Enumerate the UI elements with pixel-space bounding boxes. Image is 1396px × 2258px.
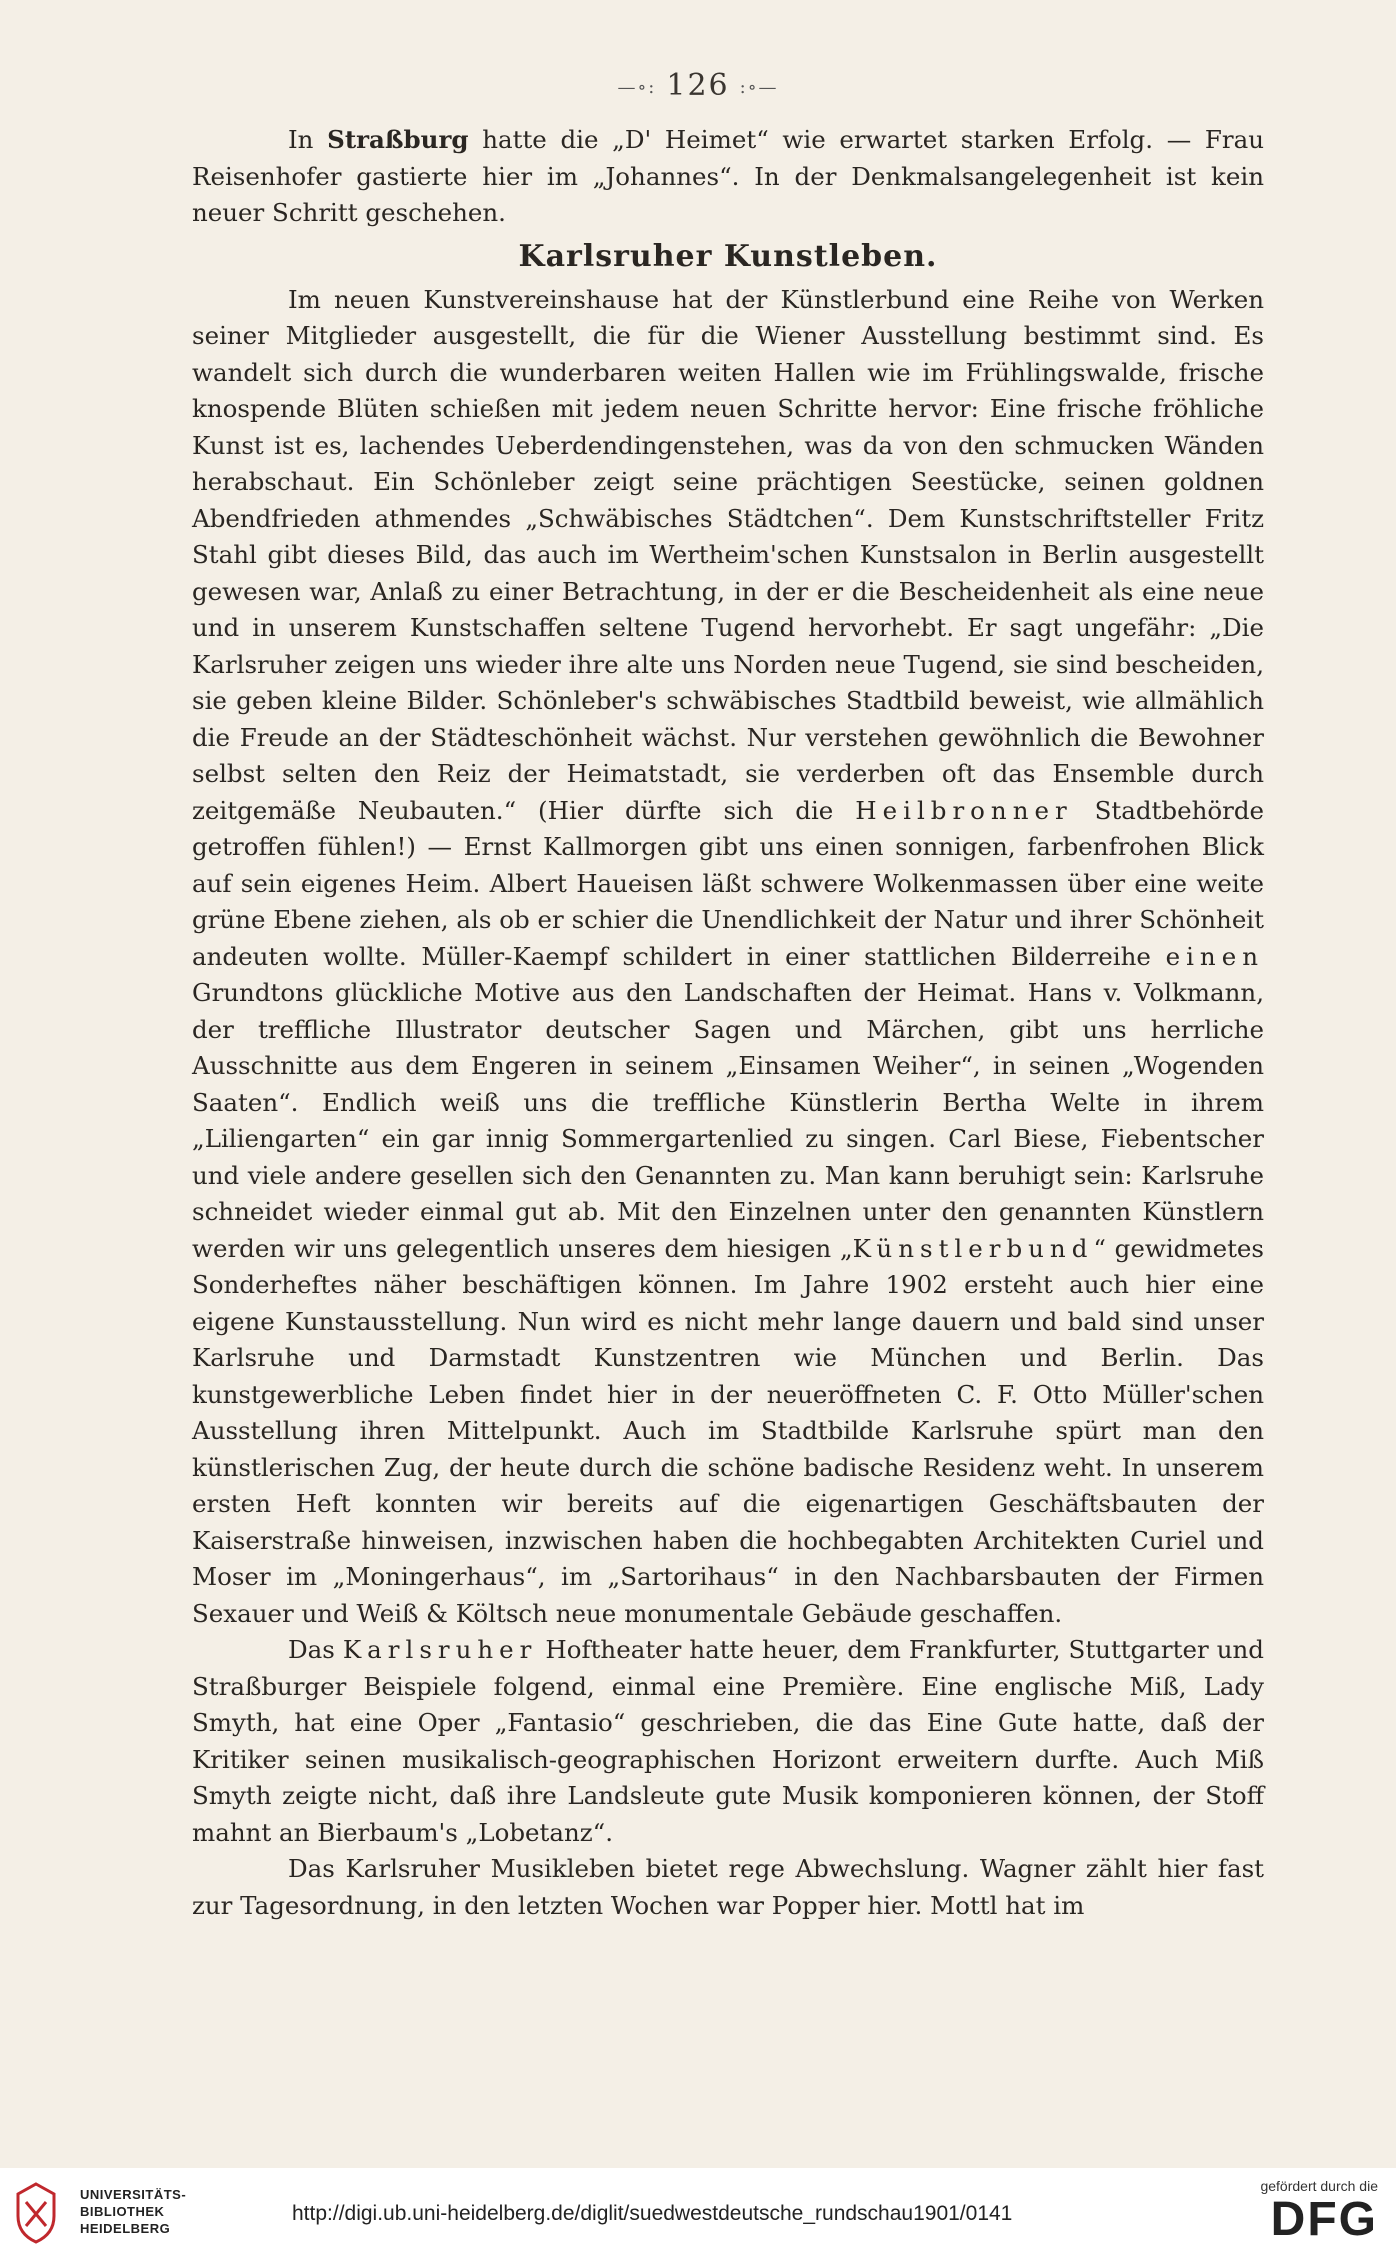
funding-note [1260,2178,1378,2246]
text-run: hatte die „D' Heimet“ wie erwartet starken Erfolg. — Frau Reisenhofer gastierte hier im „Johannes“. In der Denkmalsangelegenheit ist kein neuer Schritt geschehen. [192,125,1264,227]
spaced-word-einen: einen [1165,941,1264,971]
article-body [192,122,1264,1924]
spaced-word-karlsruher: Karlsruher [342,1635,538,1664]
ornament-right: :∘— [739,76,779,98]
ornament-left: —∘: [617,76,657,98]
text-run: Hoftheater hatte heuer, dem Frankfurter, Stuttgarter und Straßburger Beispiele folgend, einmal eine Première. Eine englische Miß, Lady Smyth, hat eine Oper „Fantasio“ geschrieben, die das Eine Gute hatte, daß der Kritiker seinen musikalisch-geographischen Horizont erweitern durfte. Auch Miß Smyth zeigte nicht, daß ihre Landsleute gute Musik komponieren können, der Stoff mahnt an Bierbaum's „Lobetanz“. [192,1635,1264,1847]
section-heading: Karlsruher Kunstleben. [518,238,938,274]
text-run: In [288,125,328,154]
spaced-word-heilbronner: Heilbronner [855,795,1073,825]
funding-label: gefördert durch die [1260,2178,1378,2194]
place-name-strassburg: Straßburg [327,125,469,154]
spaced-word-kuenstlerbund: Künstlerbund [852,1233,1094,1263]
text-run: Das [288,1635,343,1664]
university-seal-icon [14,2182,58,2244]
paragraph-kunstleben [192,282,1264,1633]
paragraph-strassburg [192,122,1264,232]
text-run: Grundtons glückliche Motive aus den Landschaften der Heimat. Hans v. Volkmann, der treffliche Illustrator deutscher Sagen und Märchen, gibt uns herrliche Ausschnitte aus dem Engeren in seinem „Einsamen Weiher“, in seinen „Wogenden Saaten“. Endlich weiß uns die treffliche Künstlerin Bertha Welte in ihrem „Liliengarten“ ein gar innig Sommergartenlied zu singen. Carl Biese, Fiebentscher und viele andere gesellen sich den Genannten zu. Man kann beruhigt sein: Karlsruhe schneidet wieder einmal gut ab. Mit den Einzelnen unter den genannten Künstlern werden wir uns gelegentlich unseres dem hiesigen „ [192,978,1264,1263]
page-number-value: 126 [666,68,730,103]
text-run: Im neuen Kunstvereinshause hat der Künstlerbund eine Reihe von Werken seiner Mitglieder ausgestellt, die für die Wiener Ausstellung bestimmt sind. Es wandelt sich durch die wunderbaren weiten Hallen wie im Frühlingswalde, frische knospende Blüten schießen mit jedem neuen Schritte hervor: Eine frische fröhliche Kunst ist es, lachendes Ueberdendingenstehen, was da von den schmucken Wänden herabschaut. Ein Schönleber zeigt seine prächtigen Seestücke, seinen goldnen Abendfrieden athmendes „Schwäbisches Städtchen“. Dem Kunstschriftsteller Fritz Stahl gibt dieses Bild, das auch im Wertheim'schen Kunstsalon in Berlin ausgestellt gewesen war, Anlaß zu einer Betrachtung, in der er die Bescheidenheit als eine neue und in unserem Kunstschaffen seltene Tugend hervorhebt. Er sagt ungefähr: „Die Karlsruher zeigen uns wieder ihre alte uns Norden neue Tugend, sie sind bescheiden, sie geben kleine Bilder. Schönleber's schwäbisches Stadtbild beweist, wie allmählich die Freude an der Städteschönheit wächst. Nur verstehen gewöhnlich die Bewohner selbst selten den Reiz der Heimatstadt, sie verderben oft das Ensemble durch zeitgemäße Neubauten.“ (Hier dürfte sich die [192,284,1264,825]
footer-bar [0,2168,1396,2258]
paragraph-hoftheater [192,1632,1264,1851]
dfg-logo: DFG [1270,2193,1378,2246]
page-number [0,68,1396,103]
institution-line: UNIVERSITÄTS- [80,2187,187,2202]
text-run: Stadtbehörde getroffen fühlen!) — Ernst Kallmorgen gibt uns einen sonnigen, farbenfrohen Blick auf sein eigenes Heim. Albert Haueisen läßt schwere Wolkenmassen über eine weite grüne Ebene ziehen, als ob er schier die Unendlichkeit der Natur und ihrer Schönheit andeuten wollte. Müller-Kaempf schildert in einer stattlichen Bilderreihe [192,795,1265,971]
institution-name [80,2186,186,2237]
text-run: “ gewidmetes Sonderheftes näher beschäftigen können. Im Jahre 1902 ersteht auch hier eine eigene Kunstausstellung. Nun wird es nicht mehr lange dauern und bald sind unser Karlsruhe und Darmstadt Kunstzentren wie München und Berlin. Das kunstgewerbliche Leben findet hier in der neueröffneten C. F. Otto Müller'schen Ausstellung ihren Mittelpunkt. Auch im Stadtbilde Karlsruhe spürt man den künstlerischen Zug, der heute durch die schöne badische Residenz weht. In unserem ersten Heft konnten wir bereits auf die eigenartigen Geschäftsbauten der Kaiserstraße hinweisen, inzwischen haben die hochbegabten Architekten Curiel und Moser im „Moningerhaus“, im „Sartorihaus“ in den Nachbarsbauten der Firmen Sexauer und Weiß & Költsch neue monumentale Gebäude geschaffen. [192,1233,1265,1628]
institution-line: HEIDELBERG [80,2221,171,2236]
paragraph-musikleben: Das Karlsruher Musikleben bietet rege Abwechslung. Wagner zählt hier fast zur Tagesordnung, in den letzten Wochen war Popper hier. Mottl hat im [192,1854,1264,1920]
source-link[interactable]: http://digi.ub.uni-heidelberg.de/diglit/suedwestdeutsche_rundschau1901/0141 [292,2202,1013,2225]
institution-line: BIBLIOTHEK [80,2204,165,2219]
